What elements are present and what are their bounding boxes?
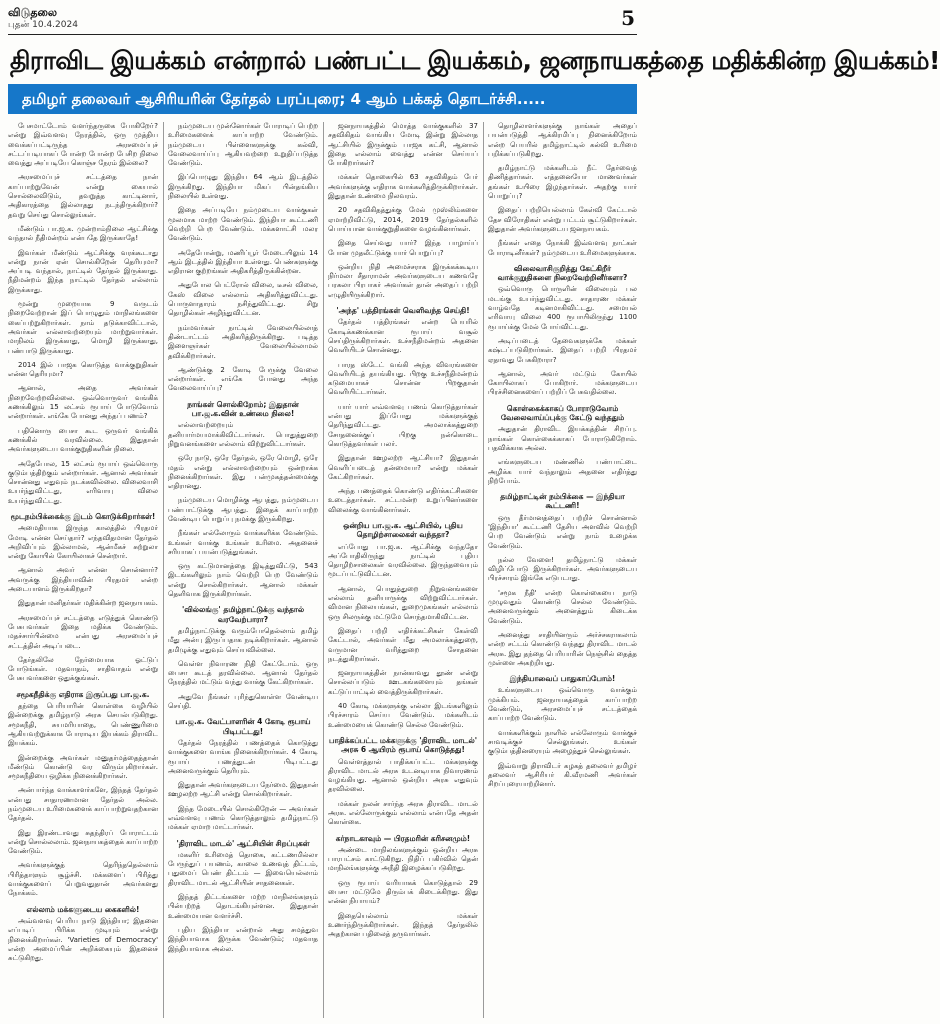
paragraph: இதுதான் அவர்களுடைய நேர்மை. இதுதான் ஊழலற்ற ஆட்சி என்று சொல்கிறார்கள். xyxy=(168,781,318,799)
paragraph: அதேபோன்று, மணிப்பூர் மேடையிலும் 14 ஆம் இடத்தில் இந்தியா உள்ளது. பெண்களுக்கு எதிரான குற்றங்கள் அதிகரித்திருக்கின்றன. xyxy=(168,248,318,276)
paragraph: ஒரே நாடு, ஒரே தேர்தல், ஒரே மொழி, ஒரே மதம் என்று எல்லாவற்றையும் ஒன்றாக்க நினைக்கிறார்கள். இது பன்முகத்தன்மைக்கு எதிரானது. xyxy=(168,454,318,491)
paragraph: அவ்வளவு பெரிய நாடு இந்தியா; இதனை எப்படிப் பிரிக்க முடியும் என்று நினைக்கிறார்கள். 'Varieties of Democracy' என்ற அமைப்பின் அறிக்கையும் இதனைச் சுட்டுகிறது. xyxy=(8,916,158,963)
subheading: எல்லாம் மக்களுடைய கைகளில்! xyxy=(26,904,140,914)
main-headline: திராவிட இயக்கம் என்றால் பண்பட்ட இயக்கம், ஜனநாயகத்தை மதிக்கின்ற இயக்கம்! xyxy=(10,46,940,75)
paragraph: ஒரு தீர்மானத்தைப் பற்றிச் சொன்னால் 'இந்தியா' கூட்டணி தேசிய அளவில் வெற்றி பெற வேண்டும் என்று நாம் உழைக்க வேண்டும். xyxy=(488,513,637,550)
paragraph: இதை அப்படியே நம்முடைய வாக்குகள் மூலமாக மாற்ற வேண்டும். இந்தியா கூட்டணி வெற்றி பெற வேண்டும். மக்களாட்சி மலர வேண்டும். xyxy=(168,206,318,243)
paragraph: ஆனால், அதை அவர்கள் நிறைவேற்றவில்லை. ஒவ்வொருவர் வங்கிக் கணக்கிலும் 15 லட்சம் ரூபாய் போடுவோம் என்றார்கள். எங்கே போனது அந்தப் பணம்? xyxy=(8,384,158,421)
subheading: நாங்கள் சொல்கிறோம்; இதுதான் பா.ஜ.க.வின் உண்மை நிலை! xyxy=(187,399,299,419)
paragraph: ஒன்றிய நிதி அமைச்சராக இருக்கக்கூடிய நிர்மலா சீதாராமன் அவர்களுடைய கணவரே பரகலா பிரபாகர் அவர்கள் தான் அதைப் பற்றி எழுதியிருக்கிறார். xyxy=(328,262,478,299)
subheading: ஒன்றிய பா.ஜ.க. ஆட்சியில், புதிய தொழிற்சாலைகள் வந்ததா? xyxy=(343,520,463,540)
subheading: பாதிக்கப்பட்ட மக்களுக்கு 'திராவிட மாடல்' அரசு 6 ஆயிரம் ரூபாய் கொடுத்தது! xyxy=(328,735,478,755)
paragraph: ஜனநாயகத்தின் நான்காவது தூண் என்று சொல்லப்படும் ஊடகங்களையும் தங்கள் கட்டுப்பாட்டில் வைத்திருக்கிறார்கள். xyxy=(328,669,478,696)
paragraph: வெள்ளத்தால் பாதிக்கப்பட்ட மக்களுக்கு திராவிட மாடல் அரசு உடனடியாக நிவாரணம் வழங்கியது. ஆனால் ஒன்றிய அரசு எதுவும் தரவில்லை. xyxy=(328,757,478,794)
paragraph: மக்கள் தொகையில் 63 சதவிகிதம் பேர் அவர்களுக்கு எதிராக வாக்களித்திருக்கிறார்கள். இதுதான் உண்மை நிலவரம். xyxy=(328,173,478,201)
paragraph: அதுதான் திராவிட இயக்கத்தின் சிறப்பு. நாங்கள் கொள்கைக்காகப் போராடுகிறோம். பதவிக்காக அல்ல. xyxy=(488,425,637,452)
subheading: 'அந்த' பத்திரங்கள் வெளிவந்த செய்தி! xyxy=(336,306,470,316)
subheading: 'திராவிட மாடல்' ஆட்சியின் சிறப்புகள் xyxy=(176,838,310,848)
paragraph: வாக்களிக்கும் நாளில் எல்லோரும் வாக்குச் சாவடிக்குச் செல்லுங்கள். உங்கள் குடும்பத்தினரையும் அழைத்துச் செல்லுங்கள். xyxy=(488,728,637,756)
subheading: மூடநம்பிக்கைக்கு இடம் கொடுக்கிறார்கள்! xyxy=(10,511,156,521)
continuation-banner: தமிழர் தலைவர் ஆசிரியரின் தேர்தல் பரப்புரை; 4 ஆம் பக்கத் தொடர்ச்சி..... xyxy=(8,84,637,114)
paragraph: எல்லாவற்றையும் தனியார்மயமாக்கிவிட்டார்கள். பொதுத்துறை நிறுவனங்களை எல்லாம் விற்றுவிட்டார்கள். xyxy=(168,421,318,448)
paragraph: நல்ல வேளை! தமிழ்நாட்டு மக்கள் விழிப்போடு இருக்கிறார்கள். அவர்களுடைய பிரச்சாரம் இங்கே எடுபடாது. xyxy=(488,555,637,583)
article-column-1 xyxy=(8,122,158,1018)
paragraph: ஒரு கட்டுமானத்தை இடித்துவிட்டு, 543 இடங்களிலும் நாம் வெற்றி பெற வேண்டும் என்று சொல்கிறார்கள். ஆனால் மக்கள் தெளிவாக இருக்கிறார்கள். xyxy=(168,562,318,599)
paragraph: ஆண்டுக்கு 2 கோடி பேருக்கு வேலை என்றார்கள். எங்கே போனது அந்த வேலைவாய்ப்பு? xyxy=(168,365,318,393)
paragraph: நீங்கள் எல்லோரும் வாக்களிக்க வேண்டும். உங்கள் வாக்கு உங்கள் உரிமை. அதனைச் சரியாகப் பயன்படுத்துங்கள். xyxy=(168,529,318,556)
paragraph: மீண்டும் பா.ஜ.க. முன்றாம்நிலை ஆட்சிக்கு வந்தால் நீதிமன்றம் என்பதே இருக்காதே! xyxy=(8,224,158,243)
paragraph: மக்கள் நலன் சார்ந்த அரசு திராவிட மாடல் அரசு. எல்லோருக்கும் எல்லாம் என்பதே அதன் கொள்கை. xyxy=(328,799,478,827)
paragraph: தந்தை பெரியாரின் கொள்கை வழியில் இன்றைக்கு தமிழ்நாடு அரசு செயல்படுகிறது. சமூகநீதி, சுயமரியாதை, பெண்ணுரிமை ஆகியவற்றுக்காக போராடிய இயக்கம் திராவிட இயக்கம். xyxy=(8,702,158,748)
paragraph: அவர்களுக்குத் தெரிந்ததெல்லாம் பிரித்தாளும் சூழ்ச்சி. மக்களைப் பிரித்து வாக்குகளைப் பெறுவதுதான் அவர்களது நோக்கம். xyxy=(8,861,158,898)
subheading: கொள்கைக்காகப் போராடுவோம் வேலைவாய்ப்புக்கு கேட்டு வந்ததும் xyxy=(500,403,625,423)
subheading: சமூகநீதிக்கு எதிராக இருப்பது பா.ஜ.க. xyxy=(16,689,150,699)
paragraph: ஜனநாயகத்தில் மொத்த வாக்குகளில் 37 சதவிகிதம் வாங்கிய மோடி இன்று இல்லாத ஆட்சியில் இருக்கும் பாஜக கட்சி, ஆனால் இதை எல்லாம் வைத்து என்ன செய்யப் போகிறார்கள்? xyxy=(328,122,478,168)
article-column-3 xyxy=(328,122,478,1018)
subheading: விலைவாசிகுறித்து கேட்கிறீர் வாக்குறுதிகளை நிறைவேற்றினீர்களா? xyxy=(497,263,628,283)
page-number: 5 xyxy=(621,6,635,30)
paragraph: அரசமைப்புச் சட்டத்தை நான் காப்பாற்றுவேன் என்று கையால் சொல்லைவிடும், தவறுத்த காட்டினார், அதிகாரத்தை இல்லாதது நடந்திருக்கிறார்? தவறு செய்து சொல்லுங்கள். xyxy=(8,173,158,219)
paragraph: அண்டை மாநிலங்களுக்கும் ஒன்றிய அரசு பாரபட்சம் காட்டுகிறது. நிதிப் பகிர்வில் தென் மாநிலங்களுக்கு அநீதி இழைக்கப்படுகிறது. xyxy=(328,845,478,873)
paragraph: 'சமூக நீதி' என்ற கொள்கையை நாடு முழுவதும் கொண்டு செல்ல வேண்டும். அனைவருக்கும் அனைத்தும் கிடைக்க வேண்டும். xyxy=(488,588,637,625)
paragraph: மூன்று முறையாக 9 வருடம் நிறைவேற்றான் இப் பொழுதும் மாநிலங்களை கைப்பற்றுகிறார்கள். நாம் தடுக்காவிட்டால், அவர்கள் எல்லாவற்றையும் மாற்றுவார்கள். மாநிலம் இருக்காது, மொழி இருக்காது, பண்பாடு இருக்காது. xyxy=(8,300,158,355)
paragraph: யார் யார் எவ்வளவு பணம் கொடுத்தார்கள் என்பது இப்போது மக்களுக்குத் தெரிந்துவிட்டது. அமலாக்கத்துறை சோதனைக்குப் பிறகு நன்கொடை கொடுத்தவர்கள் பலர். xyxy=(328,402,478,448)
paragraph: இதையெல்லாம் மக்கள் உணர்ந்திருக்கிறார்கள். இந்தத் தேர்தலில் அதற்கான பதிலைத் தருவார்கள். xyxy=(328,911,478,939)
paragraph: ஆனால், அவர் மட்டும் கோயில் கோயிலாகப் போகிறார். மக்களுடைய பிரச்சினைகளைப் பற்றிப் பேசுவதில்லை. xyxy=(488,369,637,397)
paragraph: தேர்தல் பத்திரங்கள் என்ற பெயரில் கோடிக்கணக்கான ரூபாய் வசூல் செய்திருக்கிறார்கள். உச்சநீதிமன்றம் அதனை வெளியிடச் சொன்னது. xyxy=(328,318,478,355)
paragraph: மகளிர் உரிமைத் தொகை, கட்டணமில்லா பேருந்துப் பயணம், காலை உணவுத் திட்டம், புதுமைப் பெண் திட்டம் — இவையெல்லாம் திராவிட மாடல் ஆட்சியின் சாதனைகள். xyxy=(168,850,318,887)
paragraph: தேர்தல் நேரத்தில் பணத்தைக் கொடுத்து வாக்குகளை வாங்க நினைக்கிறார்கள். 4 கோடி ரூபாய் பணத்துடன் பிடிபட்டது அனைவருக்கும் தெரியும். xyxy=(168,738,318,775)
column-divider xyxy=(323,122,324,1018)
paragraph: நம்மவர்கள் நாட்டில் வேலையில்லாத் திண்டாட்டம் அதிகரித்திருக்கிறது. படித்த இளைஞர்கள் வேலையில்லாமல் தவிக்கிறார்கள். xyxy=(168,323,318,360)
subheading: தமிழ்நாட்டின் நம்பிக்கை — இந்தியா கூட்டணி! xyxy=(500,492,625,511)
paragraph: தேர்தலிலே நேர்மையாக ஓட்டுப் போடுங்கள். மதவாதம், சாதிவாதம் என்று பேசுபவர்களை ஒதுக்குங்கள். xyxy=(8,655,158,683)
paragraph: இந்த மேடையில் சொல்கிறேன் — அவர்கள் எவ்வளவு பணம் கொடுத்தாலும் தமிழ்நாட்டு மக்கள் ஏமாற மாட்டார்கள். xyxy=(168,804,318,832)
paragraph: ஒரு ரூபாய் வரியாகக் கொடுத்தால் 29 பைசா மட்டுமே திரும்பக் கிடைக்கிறது. இது என்ன நியாயம்? xyxy=(328,878,478,906)
paragraph: பதினொரு பைசா கூட ஒருவர் வங்கிக் கணக்கில் வரவில்லை. இதுதான் அவர்களுடைய வாக்குறுதிகளின் நிலை. xyxy=(8,426,158,454)
paragraph: உங்களுடைய ஒவ்வொரு வாக்கும் முக்கியம். ஜனநாயகத்தைக் காப்பாற்ற வேண்டும், அரசமைப்புச் சட்டத்தைக் காப்பாற்ற வேண்டும். xyxy=(488,686,637,723)
paragraph: இது இரண்டாவது சுதந்திரப் போராட்டம் என்று சொல்லலாம். ஜனநாயகத்தைக் காப்பாற்ற வேண்டும். xyxy=(8,828,158,856)
subheading: கர்நாடகாவும் — பிரதமரின் கரிசனமும்! xyxy=(335,833,471,843)
paragraph: இதுதான் மனிதர்கள் மதிக்கின்ற ஜனநாயகம். xyxy=(18,599,158,608)
paragraph: இவர்கள் மீண்டும் ஆட்சிக்கு வரக்கூடாது என்று நான் ஏன் சொல்கிறேன் தெரியுமா? அப்படி வந்தால், நாட்டில் தேர்தல் இருக்காது. நீதிமன்றம் இந்த நாட்டில் தேர்தல் எல்லாம் இருக்காது. xyxy=(8,248,158,294)
paragraph: பேசமாட்டோம் வளர்ந்தருகை போகிறோ்? என்று இவ்வளவு நேரத்தில், ஒரு முத்திய வைக்கப்பட்டிருந்த அரசமைப்புச் சட்டப்படியாகப் போன்ற போன்ற பேசிற நிலை வைத்து அப்படியே கொஞ்ச நேரம் இல்லை? xyxy=(8,122,158,168)
paragraph: நீங்கள் எதை நோக்கி இவ்வளவு நாட்கள் போராடினீர்கள்? நம்முடைய உரிமைகளுக்காக. xyxy=(488,239,637,257)
newspaper-name: விடுதலை xyxy=(8,6,58,19)
paragraph: இன்றைக்கு அவர்கள் மனுதர்மத்தைத்தான் மீண்டும் கொண்டு வர விரும்புகிறார்கள். சமூகநீதியை ஒழிக்க நினைக்கிறார்கள். xyxy=(8,753,158,781)
paragraph: அடிப்படைத் தேவைகளுக்கே மக்கள் கஷ்டப்படுகிறார்கள். இதைப் பற்றி பிரதமர் ஏதாவது பேசுகிறாரா? xyxy=(488,336,637,364)
paragraph: நம்முடைய முன்னோர்கள் போராடிப் பெற்ற உரிமைகளைக் காப்பாற்ற வேண்டும். நம்முடைய பிள்ளைகளுக்கு கல்வி, வேலைவாய்ப்பு ஆகியவற்றை உறுதிப்படுத்த வேண்டும். xyxy=(168,122,318,168)
paragraph: அந்த பணத்தைக் கொண்டு எதிர்க்கட்சிகளை உடைத்தார்கள். சட்டமன்ற உறுப்பினர்களை விலைக்கு வாங்கினார்கள். xyxy=(328,487,478,514)
paragraph: இவ்வாறு திராவிடர் கழகத் தலைவர் தமிழர் தலைவர் ஆசிரியர் கி.வீரமணி அவர்கள் சிறப்புரையாற்றினார். xyxy=(488,761,637,789)
paragraph: தொழிலாளர்களுக்கு நாங்கள் அதைப் பயன்படுத்தி ஆக்கிரமிப்பு நினைக்கிறோம் என்ற பெயரில் தமிழ்நாட்டில் கல்வி உரிமை பறிக்கப்படுகிறது. xyxy=(488,122,637,158)
paragraph: புதிய இந்தியா என்றால் அது சமத்துவ இந்தியாவாக இருக்க வேண்டும்; மதவாத இந்தியாவாக அல்ல. xyxy=(168,925,318,953)
paragraph: தமிழ்நாட்டு மக்களிடம் நீட் தேர்வைத் திணித்தார்கள். எத்தனையோ மாணவர்கள் தங்கள் உயிரை இழந்தார்கள். அதற்கு யார் பொறுப்பு? xyxy=(488,164,637,201)
paragraph: இதை செய்வது யார்? இந்த பாழாய்ப் போன முதலீட்டுக்கு யார் பொறுப்பு? xyxy=(328,239,478,257)
paragraph: எப்போது பா.ஜ.க. ஆட்சிக்கு வந்ததோ அப்போதிலிருந்து நாட்டில் புதிய தொழிற்சாலைகள் வரவில்லை. இருந்தவையும் மூடப்பட்டுவிட்டன. xyxy=(328,542,478,579)
article-column-4 xyxy=(488,122,637,1018)
subheading: 'வில்லங்கு' தமிழ்நாட்டுக்கு வந்தால் வரவேற்பாரா? xyxy=(181,605,305,624)
paragraph: ஒவ்வொரு பொருளின் விலையும் பல மடங்கு உயர்ந்துவிட்டது. சாதாரண மக்கள் வாழ்வதே கடினமாகிவிட்டது. சமையல் எரிவாயு விலை 400 ரூபாயிலிருந்து 1100 ரூபாய்க்கு மேல் போய்விட்டது. xyxy=(488,285,637,331)
subheading: பா.ஜ.க. வேட்பாளரின் 4 கோடி ரூபாய் பிடிபட்டது! xyxy=(175,717,311,736)
paragraph: அதுபோல பெட்ரோல் விலை, டீசல் விலை, கேஸ் விலை எல்லாம் அதிகரித்துவிட்டது. பொருளாதாரம் நசிந்துவிட்டது. சிறு தொழில்கள் அழிந்துவிட்டன. xyxy=(168,281,318,318)
paragraph: எங்களுடைய மண்ணில் பண்பாட்டை அழிக்க யார் வந்தாலும் அதனை எதிர்த்து நிற்போம். xyxy=(488,458,637,485)
paragraph: இப்பொழுது இந்திய 64 ஆம் இடத்தில் இருக்கிறது. இந்தியா மிகப் பின்தங்கிய நிலையில் உள்ளது. xyxy=(168,173,318,201)
paragraph: அனைத்து சாதியினரும் அர்ச்சகராகலாம் என்ற சட்டம் கொண்டு வந்தது திராவிட மாடல் அரசு. இது தந்தை பெரியாரின் நெஞ்சில் தைத்த முள்ளை அகற்றியது. xyxy=(488,630,637,667)
paragraph: அரசமைப்புச் சட்டத்தை எடுத்துக் கொண்டு பேசுபவர்கள் இதை மதிக்க வேண்டும். மதச்சார்பின்மை என்பது அரசமைப்புச் சட்டத்தின் அடிப்படை. xyxy=(8,613,158,650)
issue-date: புதன் 10.4.2024 xyxy=(8,20,78,30)
paragraph: இதைப் பற்றி எதிர்க்கட்சிகள் கேள்வி கேட்டால், அவர்கள் மீது அமலாக்கத்துறை, வருமான வரித்துறை சோதனை நடத்துகிறார்கள். xyxy=(328,626,478,663)
paragraph: அன்பார்ந்த வாக்காளர்களே, இந்தத் தேர்தல் என்பது சாதாரணமான தேர்தல் அல்ல. நம்முடைய உரிமைகளைக் காப்பாற்றுவதற்கான தேர்தல். xyxy=(8,786,158,823)
article-column-2 xyxy=(168,122,318,1018)
paragraph: பாரத ஸ்டேட் வங்கி அந்த விவரங்களை வெளியிடத் தயங்கியது. பிறகு உச்சநீதிமன்றம் கடுமையாகச் சொன்ன பிறகுதான் வெளியிட்டார்கள். xyxy=(328,360,478,397)
paragraph: அதேபோல, 15 லட்சம் ரூபாய் ஒவ்வொரு குடும்பத்திற்கும் என்றார்கள். ஆனால் அவர்கள் சொன்னது எதுவும் நடக்கவில்லை. விலைவாசி உயர்ந்துவிட்டது, எரிவாயு விலை உயர்ந்துவிட்டது. xyxy=(8,459,158,505)
paragraph: ஆனால் அவர் என்ன சொன்னார்? அவருக்கு இந்தியாவின் பிரதமர் என்ற அடையாளம் இருக்கிறதா? xyxy=(8,566,158,594)
paragraph: 40 கோடி மக்களுக்கு எல்லா இடங்களிலும் பிரச்சாரம் செய்ய வேண்டும். மக்களிடம் உண்மையைக் கொண்டு செல்ல வேண்டும். xyxy=(328,702,478,729)
subheading: இந்தியாவைப் பாதுகாப்போம்! xyxy=(509,674,616,684)
article-body xyxy=(8,122,637,1018)
paragraph: இதைப் பற்றியெல்லாம் கேள்வி கேட்டால் தேச விரோதிகள் என்று பட்டம் சூட்டுகிறார்கள். இதுதான் அவர்களுடைய ஜனநாயகம். xyxy=(488,206,637,233)
paragraph: தமிழ்நாட்டுக்கு வரும்போதெல்லாம் தமிழ் மீது அன்பு இருப்பதாக நடிக்கிறார்கள். ஆனால் தமிழுக்கு எதுவும் செய்யவில்லை. xyxy=(168,626,318,654)
paragraph: 2014 இல் பாஜக கொடுத்த வாக்குறுதிகள் என்ன தெரியுமா? xyxy=(8,360,158,379)
paragraph: நம்முடைய மொழிக்கு ஆபத்து, நம்முடைய பண்பாட்டுக்கு ஆபத்து. இதைக் காப்பாற்ற வேண்டிய பொறுப்பு நமக்கு இருக்கிறது. xyxy=(168,496,318,523)
masthead xyxy=(8,6,637,35)
paragraph: இந்தத் திட்டங்களை மற்ற மாநிலங்களும் பின்பற்றத் தொடங்கியுள்ளன. இதுதான் உண்மையான வளர்ச்சி. xyxy=(168,893,318,920)
paragraph: ஆனால், பொதுத்துறை நிறுவனங்களை எல்லாம் தனியாருக்கு விற்றுவிட்டார்கள். விமான நிலையங்கள், துறைமுகங்கள் எல்லாம் ஒரு சிலருக்கு மட்டுமே சொந்தமாகிவிட்டன. xyxy=(328,584,478,621)
paragraph: வெள்ள நிவாரண நிதி கேட்டோம். ஒரு பைசா கூடத் தரவில்லை. ஆனால் தேர்தல் நேரத்தில் மட்டும் வந்து வாக்கு கேட்கிறார்கள். xyxy=(168,659,318,687)
paragraph: இதுதான் ஊழலற்ற ஆட்சியா? இதுதான் வெளிப்படைத் தன்மையா? என்று மக்கள் கேட்கிறார்கள். xyxy=(328,454,478,481)
paragraph: அமைதியாக இருந்த காலத்தில் பிரதமர் மோடி என்ன செய்தார்? எந்தவிதமான தேர்தல் அறிவிப்பும் இல்லாமல், ஆன்மீகச் சுற்றுலா என்று கோயில் கோயிலாகச் சென்றார். xyxy=(8,524,158,561)
paragraph: அதுவே நீங்கள் புரிந்துகொள்ள வேண்டிய செய்தி. xyxy=(168,692,318,711)
column-divider xyxy=(483,122,484,1018)
column-divider xyxy=(163,122,164,1018)
paragraph: 20 சதவிகிதத்துக்கு மேல் முஸ்லிம்களை ஏமாற்றிவிட்டு, 2014, 2019 தேர்தல்களில் பொய்யான வாக்குறுதிகளை வழங்கினார்கள். xyxy=(328,206,478,233)
